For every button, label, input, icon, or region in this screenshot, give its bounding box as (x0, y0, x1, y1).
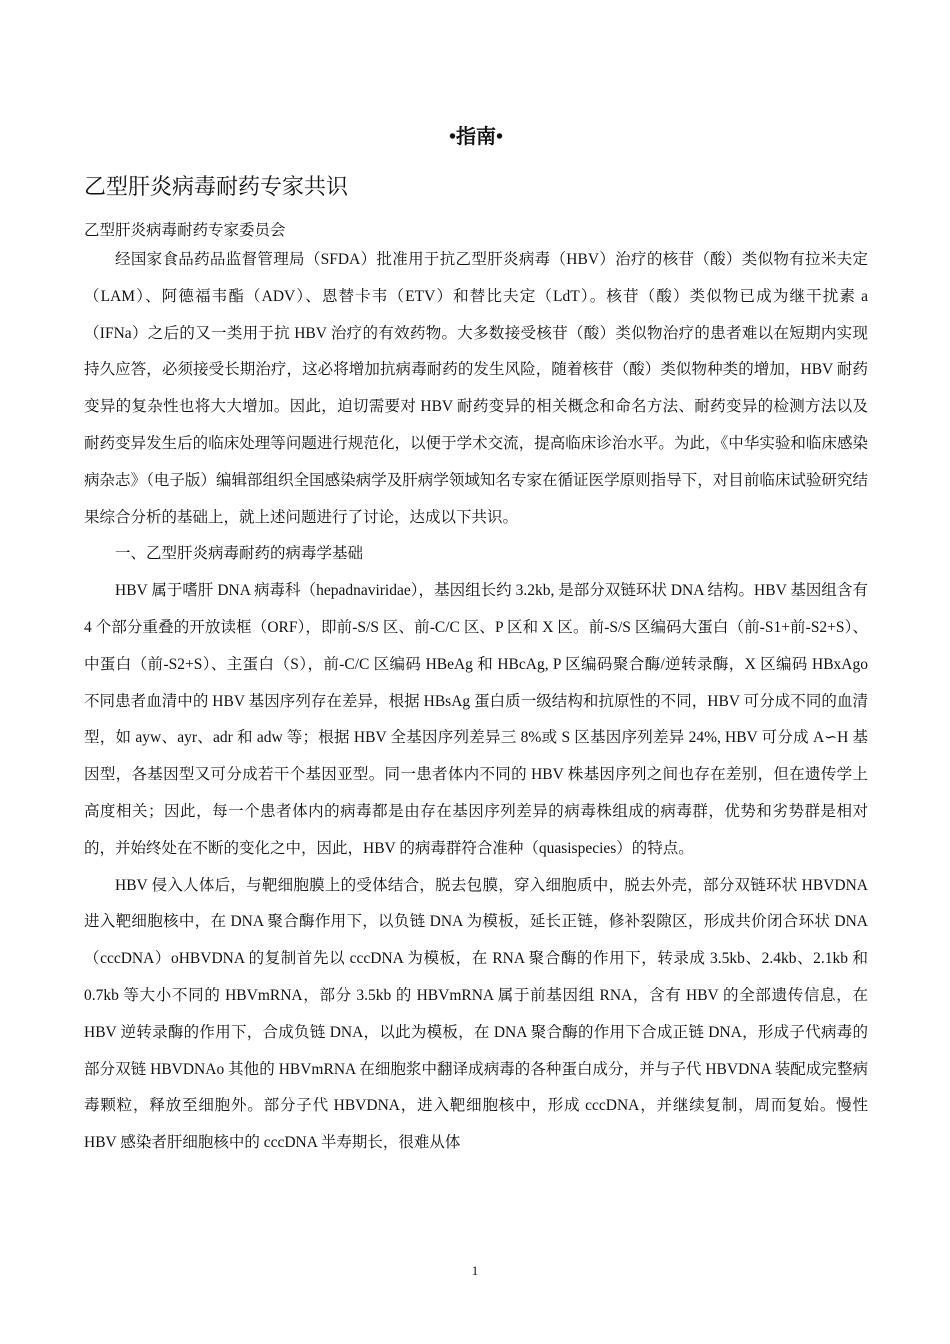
document-body (84, 242, 868, 1162)
section-heading: 一、乙型肝炎病毒耐药的病毒学基础 (115, 545, 364, 563)
document-title: 乙型肝炎病毒耐药专家共识 (84, 175, 349, 200)
author-committee: 乙型肝炎病毒耐药专家委员会 (84, 222, 286, 239)
section-header: •指南• (448, 126, 503, 148)
page-number: 1 (471, 1263, 479, 1278)
paragraph-replication: HBV 侵入人体后，与靶细胞膜上的受体结合，脱去包膜，穿入细胞质中，脱去外壳，部分双链环状 HBVDNA 进入靶细胞核中，在 DNA 聚合酶作用下，以负链 DNA 为模板，延长正链，修补裂隙区，形成共价闭合环状 DNA（cccDNA）oHBVDNA 的复制首先以 cccDNA 为模板，在 RNA 聚合酶的作用下，转录成 3.5kb、2.4kb、2.1kb 和 0.7kb 等大小不同的 HBVmRNA，部分 3.5kb 的 HBVmRNA 属于前基因组 RNA，含有 HBV 的全部遗传信息，在 HBV 逆转录酶的作用下，合成负链 DNA，以此为模板，在 DNA 聚合酶的作用下合成正链 DNA，形成子代病毒的部分双链 HBVDNAo 其他的 HBVmRNA 在细胞浆中翻译成病毒的各种蛋白成分，并与子代 HBVDNA 装配成完整病毒颗粒，释放至细胞外。部分子代 HBVDNA，进入靶细胞核中，形成 cccDNA，并继续复制，周而复始。慢性 HBV 感染者肝细胞核中的 cccDNA 半寿期长，很难从体 (84, 876, 868, 1152)
paragraph-intro: 经国家食品药品监督管理局（SFDA）批准用于抗乙型肝炎病毒（HBV）治疗的核苷（酸）类似物有拉米夫定（LAM）、阿德福韦酯（ADV）、恩替卡韦（ETV）和替比夫定（LdT）。核苷（酸）类似物已成为继干扰素 a（IFNa）之后的又一类用于抗 HBV 治疗的有效药物。大多数接受核苷（酸）类似物治疗的患者难以在短期内实现持久应答，必须接受长期治疗，这必将增加抗病毒耐药的发生风险，随着核苷（酸）类似物种类的增加，HBV 耐药变异的复杂性也将大大增加。因此，迫切需要对 HBV 耐药变异的相关概念和命名方法、耐药变异的检测方法以及耐药变异发生后的临床处理等问题进行规范化，以便于学术交流，提高临床诊治水平。为此，《中华实验和临床感染病杂志》（电子版）编辑部组织全国感染病学及肝病学领域知名专家在循证医学原则指导下，对目前临床试验研究结果综合分析的基础上，就上述问题进行了讨论，达成以下共识。 (84, 251, 868, 526)
paragraph-virology: HBV 属于嗜肝 DNA 病毒科（hepadnaviridae），基因组长约 3.2kb, 是部分双链环状 DNA 结构。HBV 基因组含有 4 个部分重叠的开放读框（ORF），即前-S/S 区、前-C/C 区、P 区和 X 区。前-S/S 区编码大蛋白（前-S1+前-S2+S）、中蛋白（前-S2+S）、主蛋白（S），前-C/C 区编码 HBeAg 和 HBcAg, P 区编码聚合酶/逆转录酶，X 区编码 HBxAgo 不同患者血清中的 HBV 基因序列存在差异，根据 HBsAg 蛋白质一级结构和抗原性的不同，HBV 可分成不同的血清型，如 ayw、ayr、adr 和 adw 等；根据 HBV 全基因序列差异三 8%或 S 区基因序列差异 24%, HBV 可分成 A∽H 基因型，各基因型又可分成若干个基因亚型。同一患者体内不同的 HBV 株基因序列之间也存在差别，但在遗传学上高度相关；因此，每一个患者体内的病毒都是由存在基因序列差异的病毒株组成的病毒群，优势和劣势群是相对的，并始终处在不断的变化之中，因此，HBV 的病毒群符合准种（quasispecies）的特点。 (84, 582, 868, 857)
